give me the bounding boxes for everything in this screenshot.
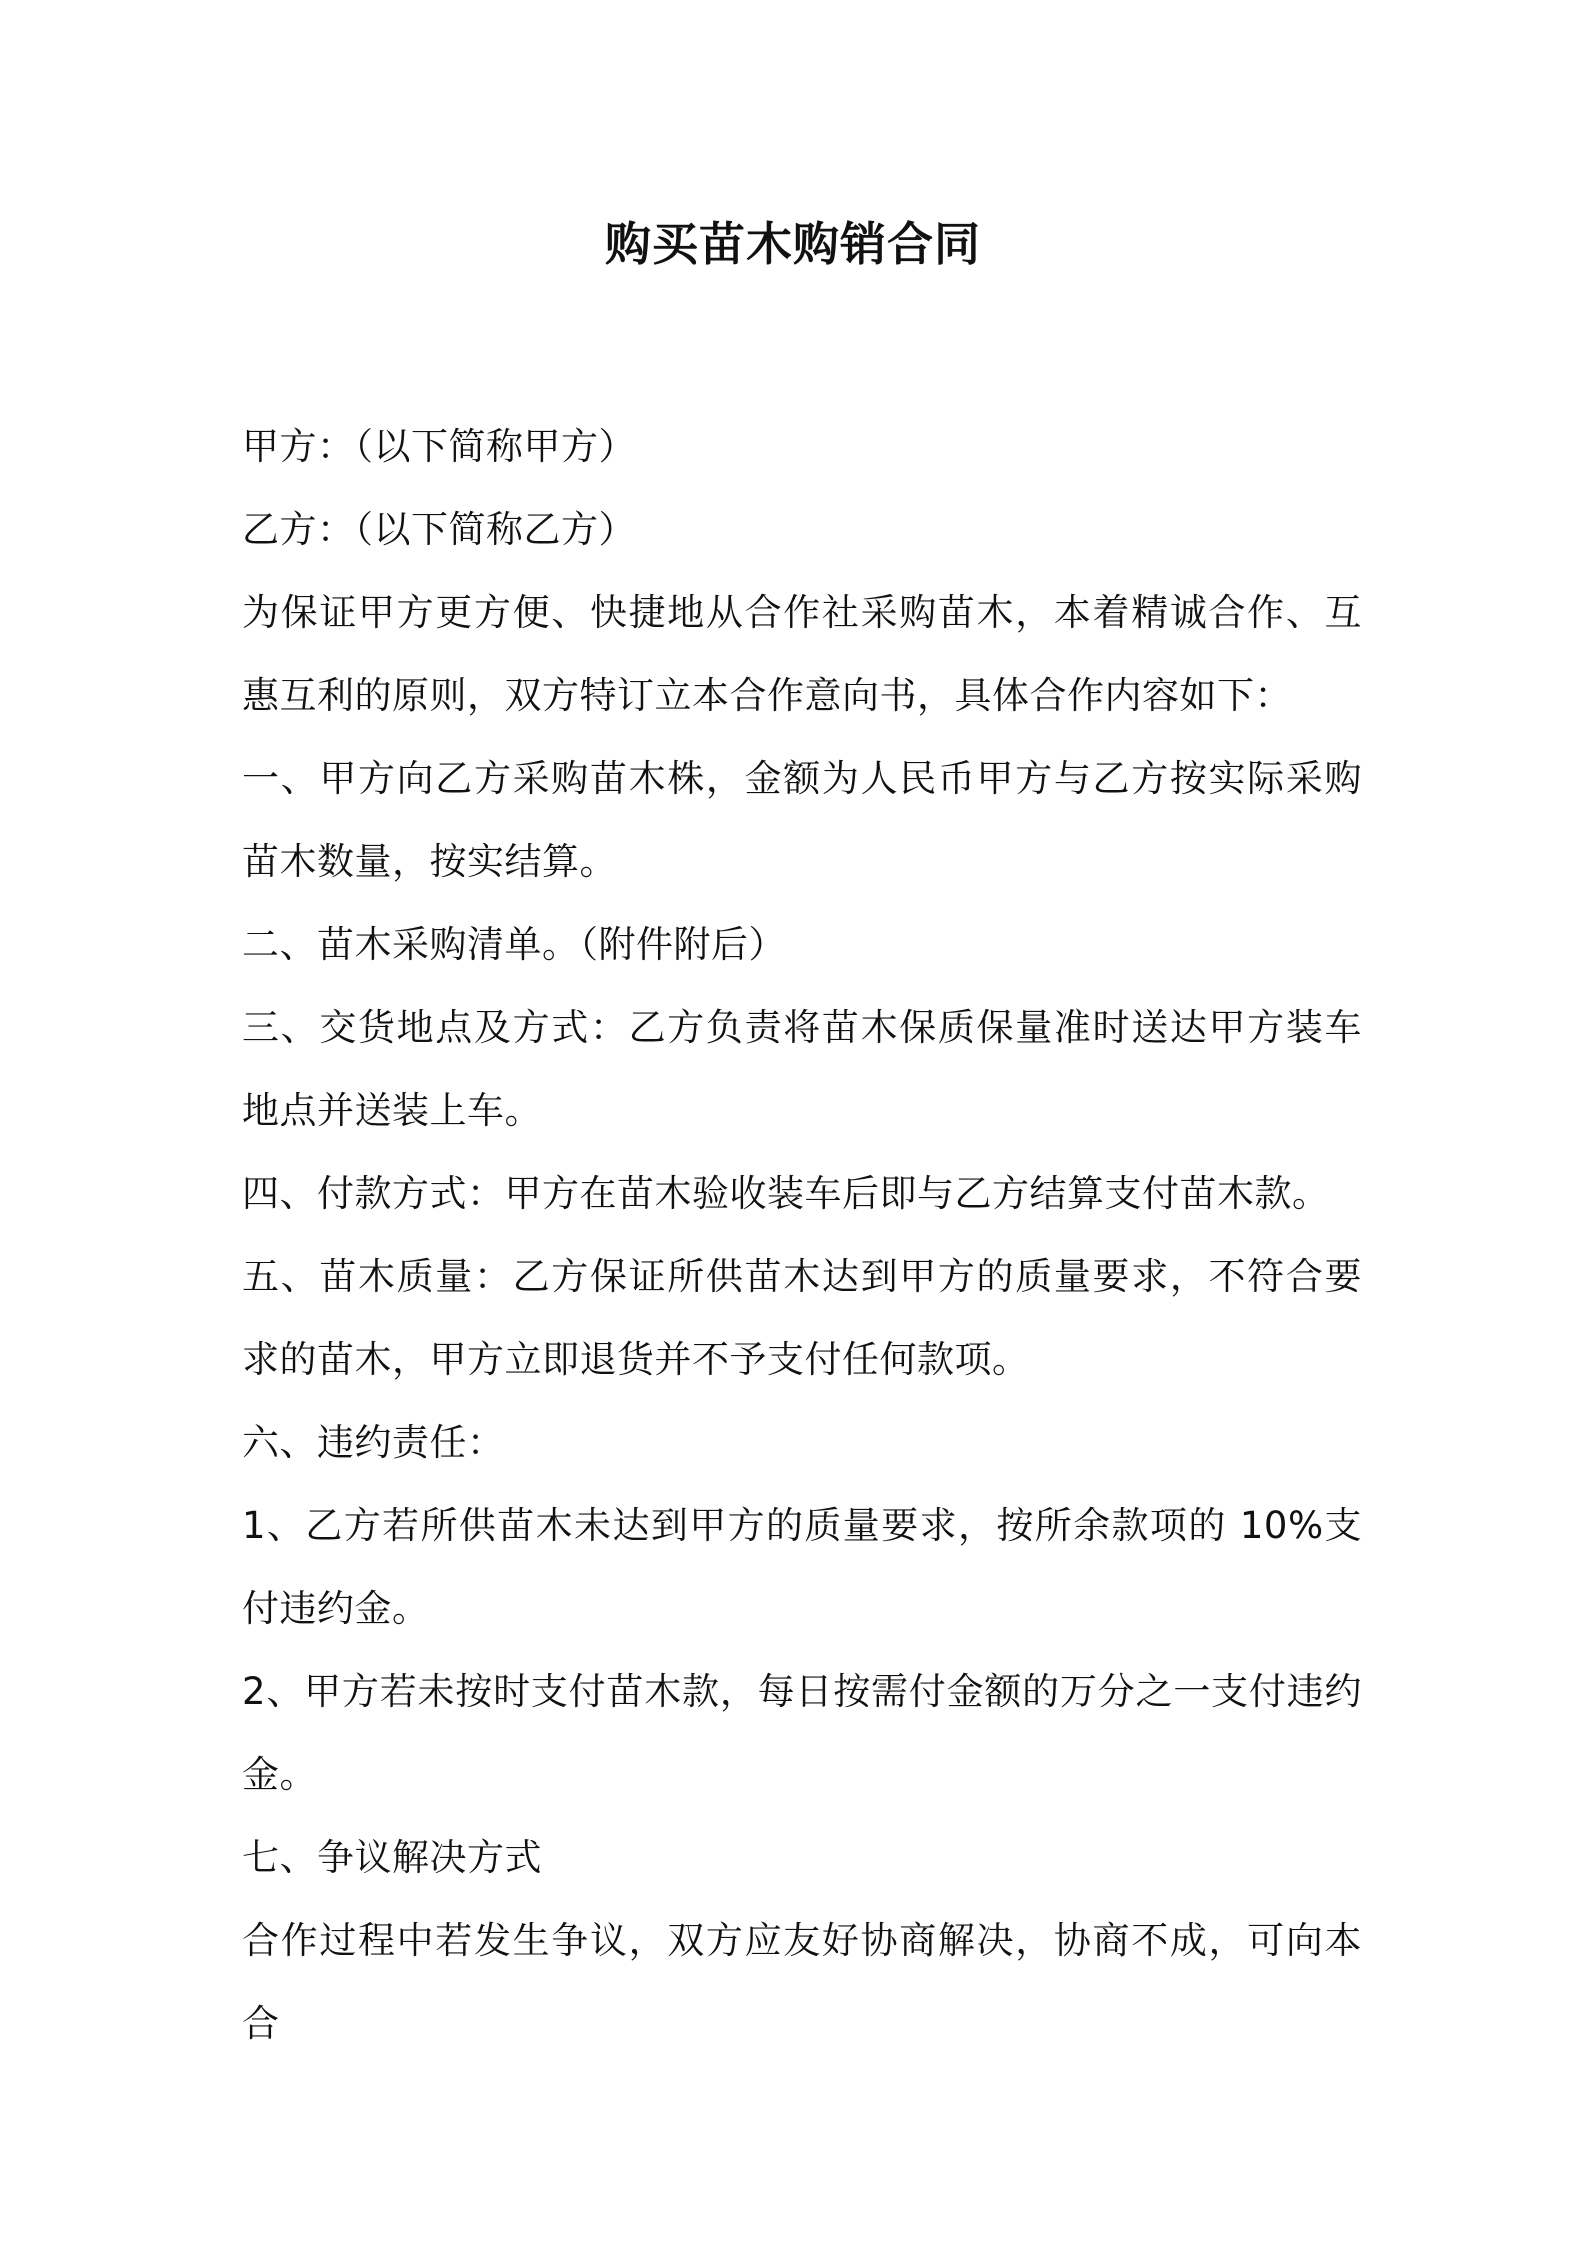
clause-7-heading: 七、争议解决方式	[242, 1836, 542, 1879]
clause-4: 四、付款方式：甲方在苗木验收装车后即与乙方结算支付苗木款。	[242, 1172, 1330, 1215]
clause-7-text: 合作过程中若发生争议，双方应友好协商解决，协商不成，可向本合	[242, 1919, 1362, 2045]
clause-1: 一、甲方向乙方采购苗木株，金额为人民币甲方与乙方按实际采购苗木数量，按实结算。	[242, 757, 1362, 883]
clause-6-heading: 六、违约责任：	[242, 1421, 505, 1464]
clause-6-item-1: 1、乙方若所供苗木未达到甲方的质量要求，按所余款项的 10%支付违约金。	[242, 1504, 1362, 1630]
party-a-line: 甲方：（以下简称甲方）	[242, 425, 636, 468]
document-body	[242, 405, 1362, 2065]
party-b-line: 乙方：（以下简称乙方）	[242, 508, 636, 551]
document-title: 购买苗木购销合同	[605, 217, 981, 271]
preamble-paragraph: 为保证甲方更方便、快捷地从合作社采购苗木，本着精诚合作、互惠互利的原则，双方特订立本合作意向书，具体合作内容如下：	[242, 591, 1362, 717]
clause-5: 五、苗木质量：乙方保证所供苗木达到甲方的质量要求，不符合要求的苗木，甲方立即退货并不予支付任何款项。	[242, 1255, 1362, 1381]
clause-3: 三、交货地点及方式：乙方负责将苗木保质保量准时送达甲方装车地点并送装上车。	[242, 1006, 1362, 1132]
clause-6-item-2: 2、甲方若未按时支付苗木款，每日按需付金额的万分之一支付违约金。	[242, 1670, 1362, 1796]
clause-2: 二、苗木采购清单。（附件附后）	[242, 923, 786, 966]
